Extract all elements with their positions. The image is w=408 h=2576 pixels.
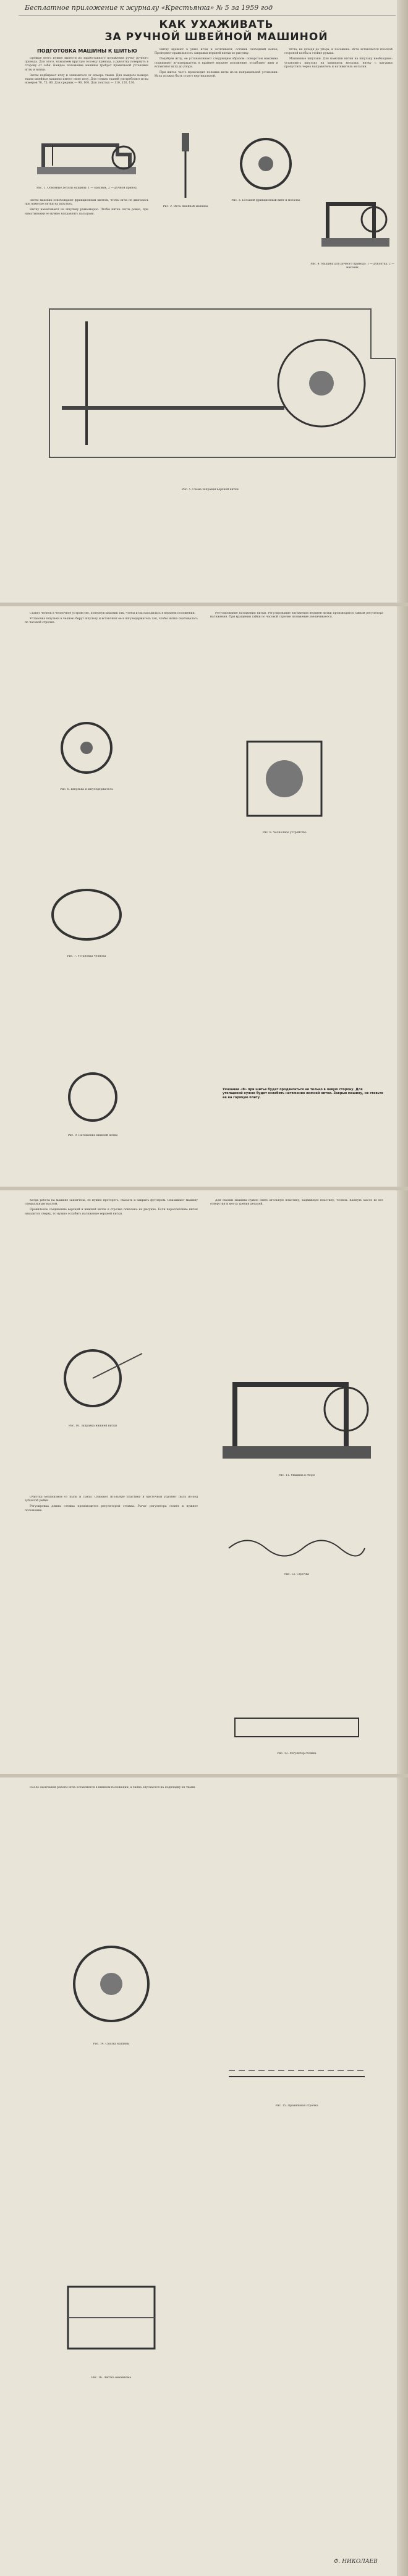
figure-hand-drive [315,185,396,260]
figure-caption: Рис. 14. Смазка машины [93,2043,130,2046]
figure-threading-diagram [25,284,396,482]
paragraph: Правильное соединение верхней и нижней ниток в строчке показано на рисунке. Если переплетение ниток находится сверху, то нужно ослабить натяжение верхней нитки. [25,1208,198,1216]
text-column [25,1496,198,1607]
figure-stitch-regulator [223,1706,371,1749]
figure-caption: Рис. 15. Правильная строчка [275,2104,318,2108]
text-column [25,612,198,698]
text-column [25,57,148,125]
figure-correct-stitch [223,2052,371,2101]
text-column [25,1199,198,1323]
figure-machine-assembled [210,1360,383,1471]
text-column [25,1786,198,1910]
figure-shuttle-device [223,729,346,828]
text-column [210,1199,383,1323]
text-column [284,48,393,122]
figure-caption: Рис. 13. Регулятор стежка [277,1752,317,1755]
paragraph: Затем маховик освобождают фрикционным винтом, чтобы игла не двигалась при намотке нитки на шпульку. [25,199,148,206]
paragraph: Подобрав иглу, ее устанавливают следующим образом: поворотом маховика поднимают иглодержатель в крайнее верхнее положение, ослабляют винт и вставляют иглу до упора. [155,57,278,69]
title-line-2: ЗА РУЧНОЙ ШВЕЙНОЙ МАШИНОЙ [104,31,328,43]
paragraph: Очистка механизмов от пыли и грязи. Снимают игольную пластину и кисточкой удаляют пыль из-под зубчатой рейки. [25,1496,198,1503]
figure-cleaning [49,2262,173,2373]
figure-needle [155,130,216,204]
page-divider [0,603,408,606]
figure-bobbin [37,711,136,785]
paragraph: Для смазки машины нужно снять игольную пластину, задвижную пластину, челнок. Капнуть масло во все отверстия и места трения деталей. [210,1199,383,1206]
figure-tension [37,1063,148,1131]
paragraph: Прежде всего нужно вывести из заработанного положения ручку ручного привода. Для этого, нажатием круглую головку привода, а рукоятку повернуть в сторону от себя. Каждое положение машины требует правильной установки иглы и нитки. [25,57,148,72]
title-line-1: КАК УХАЖИВАТЬ [159,19,274,31]
figure-machine-1 [25,130,148,185]
figure-caption: Рис. 10. Заправка нижней нитки [68,1425,117,1428]
figure-caption: Рис. 5. Схема заправки верхней нитки [182,488,239,491]
figure-winder [229,130,303,198]
paragraph: После окончания работы игла оставляется в нижнем положении, а лапка опускается на подкладку из ткани. [30,1786,196,1789]
paragraph: Когда работа на машине закончена, ее нужно протереть, смазать и закрыть футляром. Смазывают машину специальным маслом. [25,1199,198,1206]
paragraph: Затем подбирают иглу и заниматься от номера ткани. Для каждого номера ткани швейные машины имеют свою иглу. Для тонких тканей употребляют иглы номеров 70, 75, 80. Для средних — 90, 100. Для толстых — 110, 120, 130. [25,74,148,85]
figure-caption: Рис. 4. Машина для ручного привода: 1 — рукоятка, 2 — маховик [310,263,394,269]
figure-lubrication [49,1928,173,2040]
text-column [25,199,148,279]
author-signature: Ф. НИКОЛАЕВ [334,2559,378,2565]
page-divider [0,1774,408,1777]
text-column [210,612,383,698]
figure-caption: Рис. 7. Установка челнока [67,955,106,958]
paragraph: Ставят челнок в челночное устройство, повернув маховик так, чтобы игла находилась в верхнем положении. [30,612,196,615]
figure-caption: Рис. 9. Натяжение нижней нитки [67,1134,118,1137]
figure-caption: Рис. 6. Шпулька и шпуледержатель [60,788,113,791]
figure-caption: Рис. 16. Чистка механизма [91,2376,132,2379]
paragraph: Регулировка длины стежка производится регулятором стежка. Рычаг регулятора ставят в нужное положение. [25,1505,198,1512]
paragraph: Установка шпульки в челнок: берут шпульку и вставляют ее в шпуледержатель так, чтобы нитка сматывалась по часовой стрелке. [25,617,198,625]
article-title [37,19,396,43]
paragraph: При шитье часто происходит поломка иглы из-за неправильной установки. Игла должна быть строго вертикальной. [155,71,278,78]
figure-stitch [223,1527,371,1570]
figure-caption: Рис. 8. Челночное устройство [262,831,307,834]
highlighted-note: Указание «В» при шитье будет продвигаться не только в левую сторону. Для утолщений нужно будет ослабить натяжение нижней нитки. Закрыв машину, не ставьте ее на горячую плиту. [223,1088,383,1099]
paragraph: Нитку вдевают в ушко иглы и затягивают, оставив свободный конец. Проверяют правильность заправки верхней нитки по рисунку. [155,48,278,56]
journal-header: Бесплатное приложение к журналу «Крестьянка» № 5 за 1959 год [25,4,273,12]
page-divider [0,1187,408,1190]
figure-shuttle [37,878,136,952]
paragraph: Регулирование натяжения нитки. Регулирование натяжения верхней нитки производится гайкой регулятора натяжения. При вращении гайки по часовой стрелке натяжение увеличивается. [210,612,383,619]
paragraph: Машинные шпульки. Для намотки нитки на шпульку необходимо: установить шпульку на шпиндель моталки, нитку с катушки пропустить через направитель и натяжитель моталки. [284,57,393,69]
text-column [155,48,278,122]
figure-caption: Рис. 2. Игла швейной машины [163,205,208,208]
paragraph: Нитку наматывают на шпульку равномерно. Чтобы нитка легла ровно, при наматывании ее нужно направлять пальцами. [25,208,148,216]
page-edge-shadow [397,0,408,2576]
figure-caption: Рис. 12. Строчка [284,1573,309,1576]
figure-caption: Рис. 3. Большой фрикционный винт и моталка [231,199,300,202]
figure-caption: Рис. 11. Машина в сборе [278,1474,315,1477]
section-heading: ПОДГОТОВКА МАШИНЫ К ШИТЬЮ [37,48,137,54]
figure-caption: Рис. 1. Основные детали машины: 1 — маховик, 2 — ручной привод [36,187,137,190]
figure-bobbin-thread [37,1335,148,1421]
paragraph: Игла, не доходя до упора, и посажена. Игла вставляется плоской стороной колбы к стойке рукава. [284,48,393,56]
